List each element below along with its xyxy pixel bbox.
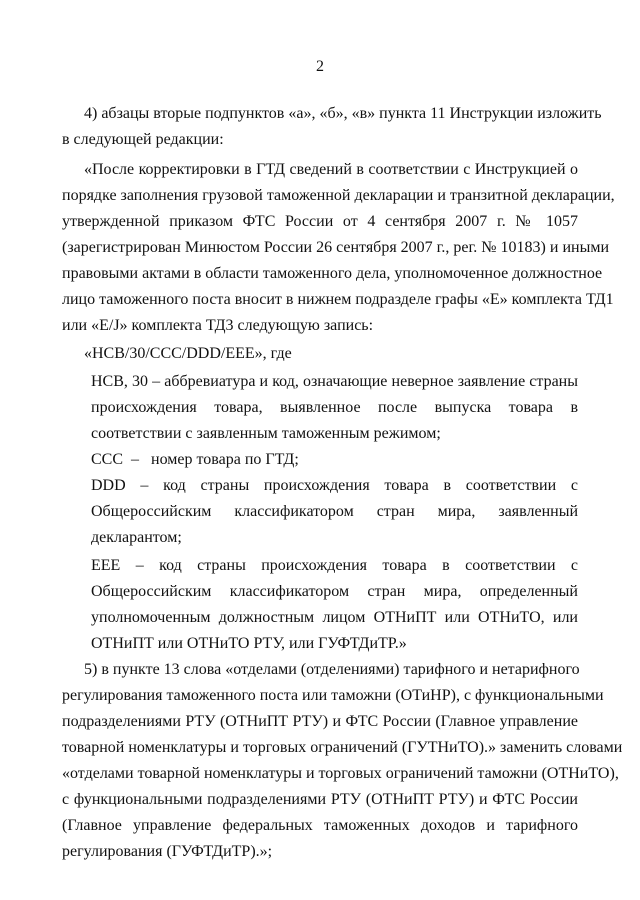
definition-ddd-line: DDD – код страны происхождения товара в соответствии с — [91, 477, 578, 494]
definition-eee-line: Общероссийским классификатором стран мира, определенный — [91, 583, 578, 600]
paragraph-line: 5) в пункте 13 слова «отделами (отделениями) тарифного и нетарифного — [84, 661, 580, 678]
definition-eee-line: уполномоченным должностным лицом ОТНиПТ или ОТНиТО, или — [91, 609, 578, 626]
definition-nsv-line: НСВ, 30 – аббревиатура и код, означающие неверное заявление страны — [91, 373, 578, 390]
code-template-line: «НСВ/30/ССС/DDD/ЕЕЕ», где — [84, 345, 292, 362]
quote-line: или «E/J» комплекта ТД3 следующую запись: — [62, 317, 374, 334]
definition-ddd-line: Общероссийским классификатором стран мира, заявленный — [91, 503, 578, 520]
quote-line: порядке заполнения грузовой таможенной декларации и транзитной декларации, — [62, 187, 615, 204]
paragraph-line: с функциональными подразделениями РТУ (ОТНиПТ РТУ) и ФТС России — [62, 791, 578, 808]
paragraph-line: 4) абзацы вторые подпунктов «а», «б», «в» пункта 11 Инструкции изложить — [84, 105, 602, 122]
quote-line: «После корректировки в ГТД сведений в соответствии с Инструкцией о — [84, 161, 578, 178]
quote-line: (зарегистрирован Минюстом России 26 сентября 2007 г., рег. № 10183) и иными — [62, 239, 610, 256]
paragraph-line: в следующей редакции: — [62, 131, 224, 148]
page-number: 2 — [316, 58, 324, 75]
paragraph-line: регулирования (ГУФТДиТР).»; — [62, 843, 273, 860]
quote-line: лицо таможенного поста вносит в нижнем подразделе графы «Е» комплекта ТД1 — [62, 291, 614, 308]
paragraph-line: (Главное управление федеральных таможенных доходов и тарифного — [62, 817, 578, 834]
definition-ccc: ССС – номер товара по ГТД; — [91, 451, 299, 468]
paragraph-line: регулирования таможенного поста или таможни (ОТиНР), с функциональными — [62, 687, 604, 704]
paragraph-line: «отделами товарной номенклатуры и торговых ограничений таможни (ОТНиТО), — [62, 765, 619, 782]
paragraph-line: товарной номенклатуры и торговых ограничений (ГУТНиТО).» заменить словами — [62, 739, 623, 756]
definition-eee-line: ОТНиПТ или ОТНиТО РТУ, или ГУФТДиТР.» — [91, 635, 407, 652]
definition-eee-line: ЕЕЕ – код страны происхождения товара в соответствии с — [91, 557, 578, 574]
definition-nsv-line: происхождения товара, выявленное после выпуска товара в — [91, 399, 578, 416]
definition-ddd-line: декларантом; — [91, 529, 182, 546]
quote-line: утвержденной приказом ФТС России от 4 сентября 2007 г. № 1057 — [62, 213, 578, 230]
quote-line: правовыми актами в области таможенного дела, уполномоченное должностное — [62, 265, 603, 282]
paragraph-line: подразделениями РТУ (ОТНиПТ РТУ) и ФТС России (Главное управление — [62, 713, 578, 730]
definition-nsv-line: соответствии с заявленным таможенным режимом; — [91, 425, 441, 442]
